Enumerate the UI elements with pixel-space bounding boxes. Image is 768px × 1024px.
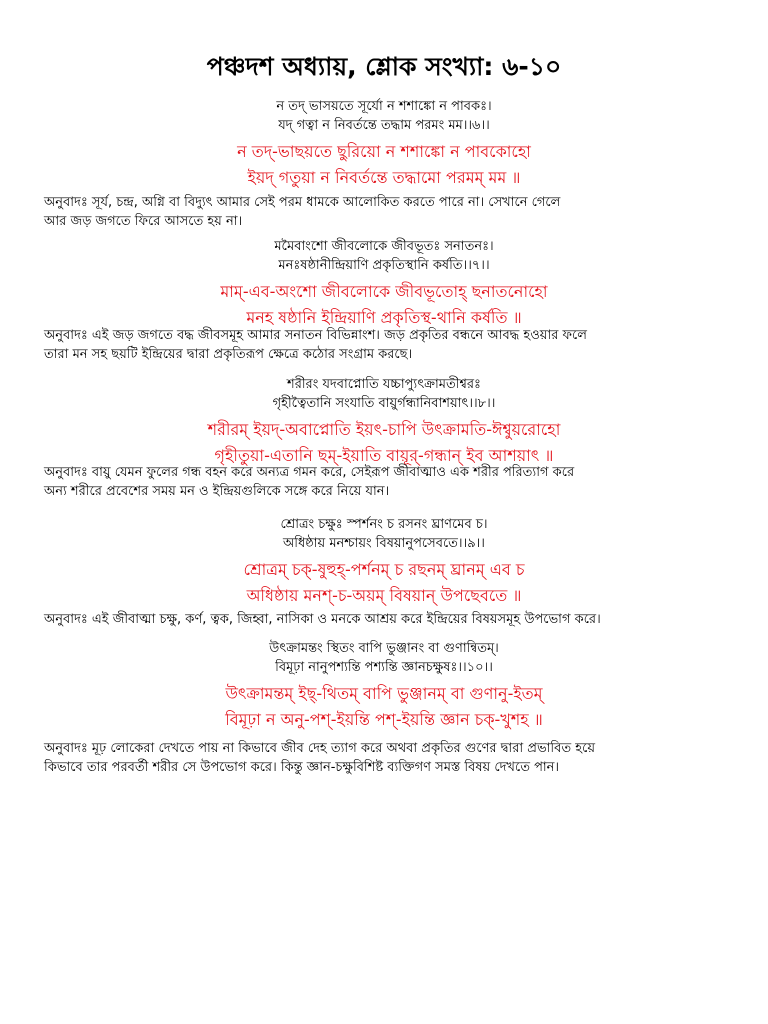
- verse-6-transliteration-line-1: ন তদ্-ভাছয়তে ছুরিয়ো ন শশাঙ্কো ন পাবকোহো: [237, 142, 531, 161]
- verse-8-sanskrit-line-1: শরীরং যদবাপ্নোতি যচ্চাপ্যুৎক্রামতীশ্বরঃ: [287, 377, 481, 392]
- verse-10-meaning-line-1: অনুবাদঃ মূঢ় লোকেরা দেখতে পায় না কিভাবে জীব দেহ ত্যাগ করে অথবা প্রকৃতির গুণের দ্বারা প্রভাবিত হয়ে: [44, 741, 595, 756]
- verse-10-meaning-line-2: কিভাবে তার পরবর্তী শরীর সে উপভোগ করে। কিন্তু জ্ঞান-চক্ষুবিশিষ্ট ব্যক্তিগণ সমস্ত বিষয় দেখতে পান।: [44, 760, 560, 775]
- verse-7-meaning-line-1: অনুবাদঃ এই জড় জগতে বদ্ধ জীবসমূহ আমার সনাতন বিভিন্নাংশ। জড় প্রকৃতির বন্ধনে আবদ্ধ হওয়ার ফলে: [44, 328, 587, 343]
- verse-9-sanskrit-line-1: শ্রোত্রং চক্ষুঃ স্পর্শনং চ রসনং ঘ্রাণমেব চ।: [280, 517, 488, 532]
- verse-7-sanskrit-line-1: মমৈবাংশো জীবলোকে জীবভূতঃ সনাতনঃ।: [274, 239, 494, 254]
- verse-8-sanskrit-line-2: গৃহীত্বৈতানি সংযাতি বায়ুর্গন্ধানিবাশয়াৎ।।৮।।: [272, 396, 496, 411]
- page-title: পঞ্চদশ অধ্যায়, শ্লোক সংখ্যা: ৬-১০: [206, 52, 562, 81]
- verse-6-block: [0, 97, 768, 191]
- verse-10-sanskrit-line-1: উৎক্রামন্তং স্থিতং বাপি ভুঞ্জানং বা গুণান্বিতম্।: [269, 641, 499, 656]
- verse-6-transliteration-line-2: ইয়দ্ গতুয়া ন নিবর্তন্তে তদ্ধামো পরমম্ মম ॥: [247, 168, 521, 187]
- verse-8-transliteration-line-1: শরীরম্ ইয়দ্-অবাপ্নোতি ইয়ৎ-চাপি উৎক্রামতি-ঈশ্বুয়রোহো: [207, 420, 561, 439]
- verse-7-sanskrit-line-2: মনঃষষ্ঠানীন্দ্রিয়াণি প্রকৃতিস্থানি কর্ষতি।।৭।।: [278, 258, 490, 273]
- verse-7-transliteration-line-1: মাম্-এব-অংশো জীবলোকে জীবভূতোহ্ ছনাতনোহো: [220, 282, 548, 301]
- verse-6-meaning: [44, 193, 734, 231]
- verse-8-block: [0, 375, 768, 469]
- verse-6-sanskrit-line-2: যদ্ গত্বা ন নিবর্তন্তে তদ্ধাম পরমং মম।।৬।।: [278, 118, 490, 133]
- verse-9-transliteration-line-1: শ্রোত্রম্ চক্-ষুহুহ্-পর্শনম্ চ রছনম্ ঘ্রানম্ এব চ: [243, 560, 525, 579]
- verse-7-meaning-line-2: তারা মন সহ ছয়টি ইন্দ্রিয়ের দ্বারা প্রকৃতিরূপ ক্ষেত্রে কঠোর সংগ্রাম করছে।: [44, 347, 413, 362]
- verse-10-block: [0, 639, 768, 733]
- verse-10-transliteration-line-1: উৎক্রামন্তম্ ইছ্-থিতম্ বাপি ভুঞ্জানম্ বা গুণানু-ইতম্: [225, 684, 543, 703]
- verse-8-meaning: [44, 463, 734, 501]
- verse-7-transliteration-line-2: মনহ ষষ্ঠানি ইন্দ্রিয়াণি প্রকৃতিস্থ-থানি কর্ষতি ॥: [246, 308, 522, 327]
- verse-8-meaning-line-1: অনুবাদঃ বায়ু যেমন ফুলের গন্ধ বহন করে অন্যত্র গমন করে, সেইরূপ জীবাত্মাও এক শরীর পরিত্যাগ করে: [44, 465, 575, 480]
- verse-6-sanskrit-line-1: ন তদ্ ভাসয়তে সূর্যো ন শশাঙ্কো ন পাবকঃ।: [276, 99, 492, 114]
- verse-7-block: [0, 237, 768, 331]
- verse-6-meaning-line-1: অনুবাদঃ সূর্য, চন্দ্র, অগ্নি বা বিদ্যুৎ আমার সেই পরম ধামকে আলোকিত করতে পারে না। সেখানে গেলে: [44, 195, 561, 210]
- verse-6-meaning-line-2: আর জড় জগতে ফিরে আসতে হয় না।: [44, 214, 243, 229]
- verse-9-sanskrit-line-2: অধিষ্ঠায় মনশ্চায়ং বিষয়ানুপসেবতে।।৯।।: [283, 536, 485, 551]
- verse-8-meaning-line-2: অন্য শরীরে প্রবেশের সময় মন ও ইন্দ্রিয়গুলিকে সঙ্গে করে নিয়ে যান।: [44, 484, 390, 499]
- verse-9-transliteration-line-2: অধিষ্ঠায় মনশ্-চ-অয়ম্ বিষয়ান্ উপছেবতে ॥: [246, 586, 522, 605]
- verse-10-sanskrit-line-2: বিমূঢ়া নানুপশ্যন্তি পশ্যন্তি জ্ঞানচক্ষুষঃ।।১০।।: [275, 660, 493, 675]
- verse-10-transliteration-line-2: বিমূঢ়া ন অনু-পশ্-ইয়ন্তি পশ্-ইয়ন্তি জ্ঞান চক্-খুশহ ॥: [225, 710, 543, 729]
- verse-8-transliteration-line-2: গৃহীতুয়া-এতানি ছম্-ইয়াতি বায়ূর্-গন্ধান্ ইব আশয়াৎ ॥: [214, 446, 554, 465]
- verse-9-meaning-line-1: অনুবাদঃ এই জীবাত্মা চক্ষু, কর্ণ, ত্বক, জিহ্বা, নাসিকা ও মনকে আশ্রয় করে ইন্দ্রিয়ের বিষয়সমূহ উপভোগ করে।: [44, 612, 601, 627]
- verse-10-meaning: [44, 739, 734, 777]
- verse-7-meaning: [44, 326, 734, 364]
- verse-9-meaning: [44, 610, 734, 629]
- verse-9-block: [0, 515, 768, 609]
